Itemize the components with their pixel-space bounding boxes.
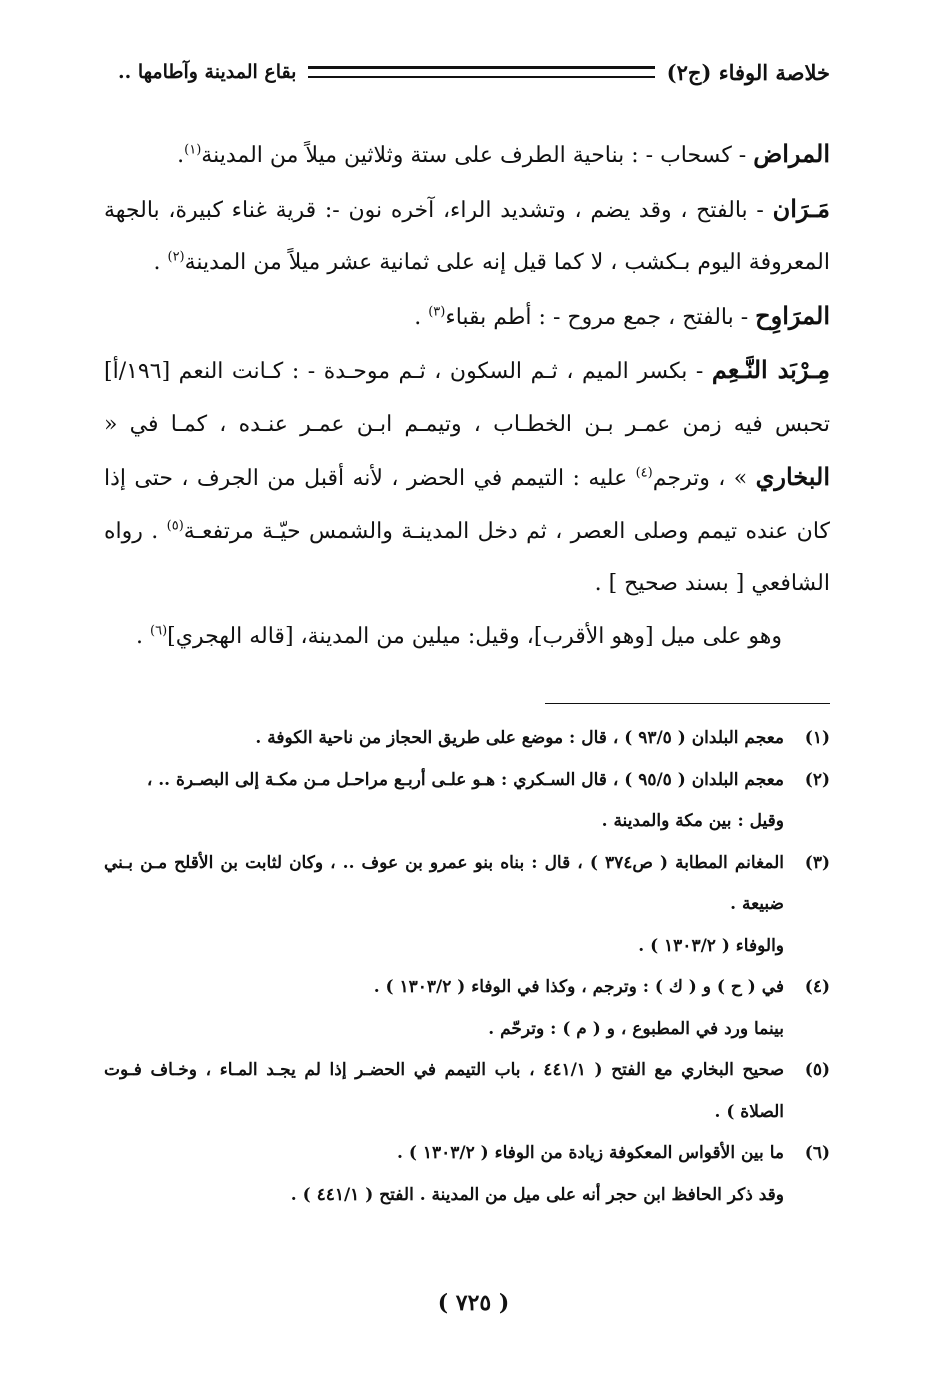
entry-tail: . [153,250,168,275]
footnote-body [104,718,784,760]
footnote-ref[interactable]: (٣) [428,304,446,320]
footnote-ref[interactable]: (٦) [150,623,168,639]
footnote [104,967,830,1050]
entry-term: مَـرَان [772,193,830,223]
footnote-line: بينما ورد في المطبوع ، و ( م ) : وترحّم . [488,1018,784,1039]
entry-text-3: عليه : التيمم في الحضر ، لأنه أقبل من الجرف ، حتى إذا كان عنده تيمم وصلى العصر ، ثم دخل المدينـة والشمس حيّـة مرتفعـة [104,466,830,544]
footnote-ref[interactable]: (٤) [635,465,653,481]
paragraph-mirbad [104,344,830,611]
footnote-line: صحيح البخاري مع الفتح ( ٤٤١/١ ، باب التيمم في الحضـر إذا لم يجـد المـاء ، وخـاف فـوت الصلاة ) . [104,1060,785,1122]
footnote-ref[interactable]: (١) [184,142,202,158]
header-double-rule [308,66,654,78]
footnote-line: والوفاء ( ١٣٠٣/٢ ) . [638,935,784,956]
footnote-body [104,843,784,968]
paragraph-distance [104,611,830,664]
footnote-number: (٦) [804,1143,830,1163]
footnote-number: (٣) [804,852,830,873]
main-text [104,128,830,663]
footnote-ref[interactable]: (٥) [166,518,184,534]
page-number: ( ٧٢٥ ) [437,1290,510,1316]
header-chapter-title: بقاع المدينة وآطامها .. [118,61,297,83]
footnote [104,1133,830,1216]
entry-text: - بكسر الميم ، ثـم السكون ، ثـم موحـدة - : كـانت النعم [١٩٦/أ] تحبس فيه زمن عمـر بـن الخطـاب ، وتيمـم ابـن عمـر عنـده ، كمـا في « [104,359,830,437]
entry-tail: . رواه الشافعي [ بسند صحيح ] . [104,518,830,596]
entry-text: - بالفتح ، جمع مروح - : أطم بقباء [445,304,756,330]
footnote [104,843,830,968]
entry-term: مِـرْبَد النَّـعِم [711,355,830,384]
footnote-body [104,967,784,1050]
paragraph-marad [104,128,830,183]
entry-term: المرَاوِح [755,300,830,330]
footnote-line: وقيل : بين مكة والمدينة . [601,811,784,831]
footnote-ref[interactable]: (٢) [167,249,185,265]
entry-text-2: » ، وترجم [652,466,756,491]
header-book-title: خلاصة الوفاء (ج٢) [666,59,830,85]
footnote [104,760,830,843]
entry-tail: . [136,623,150,649]
bukhari-reference: البخاري [755,462,831,491]
footnote-number: (٤) [804,977,830,997]
running-header [118,52,830,92]
footnotes [104,718,830,1216]
entry-text: وهو على ميل [وهو الأقرب]، وقيل: ميلين من المدينة، [قاله الهجري] [167,623,782,649]
footnote-line: ما بين الأقواس المعكوفة زيادة من الوفاء ( ١٣٠٣/٢ ) . [397,1143,784,1163]
footnote-line: وقد ذكر الحافظ ابن حجر أنه على ميل من المدينة . الفتح ( ٤٤١/١ ) . [290,1184,784,1205]
entry-text: - كسحاب - : بناحية الطرف على ستة وثلاثين ميلاً من المدينة [201,143,754,168]
footnote-line: معجم البلدان ( ٩٣/٥ ) ، قال : موضع على طريق الحجاز من ناحية الكوفة . [255,728,784,748]
footnote-number: (٢) [804,769,830,790]
footnote-body [104,1133,784,1216]
entry-tail: . [177,143,185,168]
paragraph-maran [104,183,830,290]
footnote-number: (١) [804,728,830,748]
footnote [104,718,830,760]
footnote-number: (٥) [804,1060,830,1080]
footnote-line: المغانم المطابة ( ص٣٧٤ ) ، قال : بناه بنو عمرو بن عوف .. ، وكان لثابت بن الأقلح مـن بـني ضبيعة . [104,852,784,914]
footnote-line: معجم البلدان ( ٩٥/٥ ) ، قال السـكري : هـو علـى أربـع مراحـل مـن مكـة إلى البصـرة .. ، [146,769,784,790]
footnote-body [104,1050,784,1133]
entry-text: - بالفتح ، وقد يضم ، وتشديد الراء، آخره نون -: قرية غناء كبيرة، بالجهة المعروفة اليوم بـكشب ، لا كما قيل إنه على ثمانية عشر ميلاً من المدينة [104,197,830,275]
footnote-line: في ( ح ) و ( ك ) : وترجم ، وكذا في الوفاء ( ١٣٠٣/٢ ) . [373,977,784,997]
paragraph-marawih [104,290,830,345]
footnote-body [104,760,784,843]
entry-tail: . [414,304,429,330]
footnote [104,1050,830,1133]
entry-term: المراض [753,139,830,168]
footnote-separator [545,703,830,704]
